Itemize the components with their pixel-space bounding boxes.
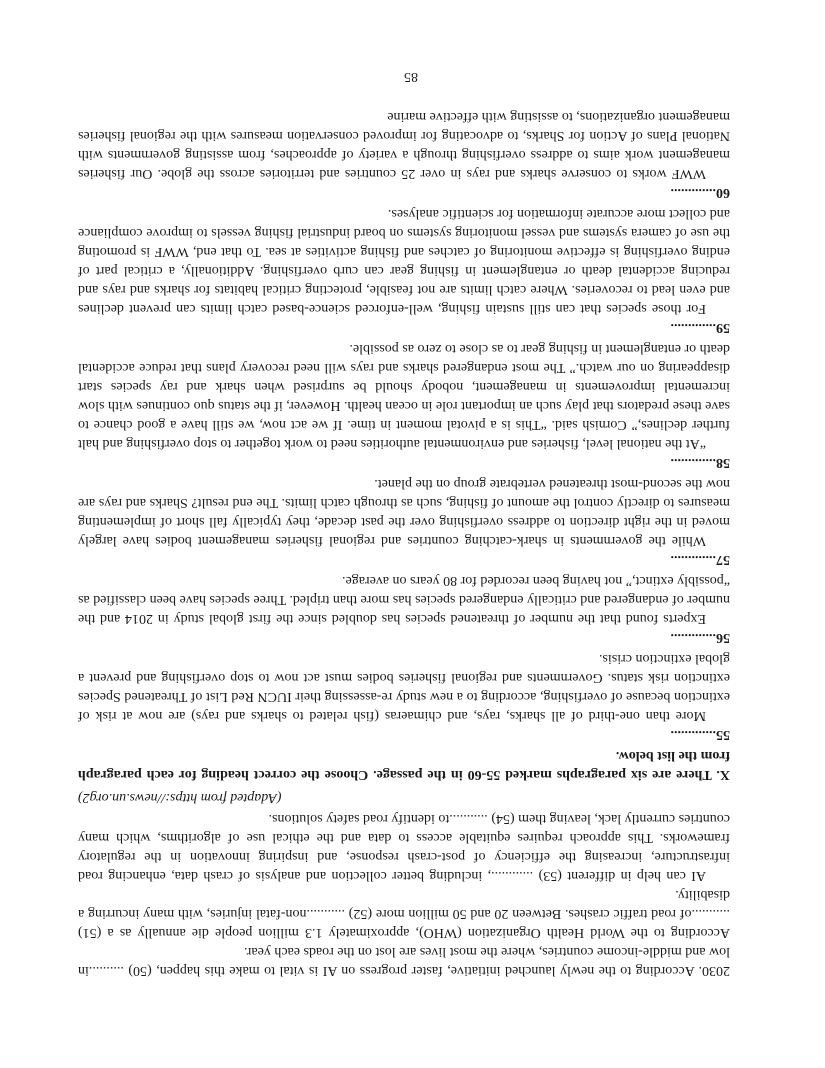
ai-paragraph-3: AI can help in different (53) ............, including better collection and analysis of crash data, enhancing road infrastructure, increasing the efficiency of post-crash response, and inspiring innovation in the regulatory frameworks. This approach requires equitable access to data and the ethical use of algorithms, which many countries currently lack, leaving them (54) ...........to identify road safety solutions. — [78, 811, 730, 883]
paragraph-label-56: 56............. — [670, 630, 730, 645]
page-number: 85 — [404, 69, 418, 84]
source-citation: (Adapted from https://news.un.org2) — [78, 790, 282, 805]
paragraph-label-57: 57............. — [670, 552, 730, 567]
paragraph-label-55: 55............. — [670, 727, 730, 742]
paragraph-label-58: 58............. — [670, 455, 730, 470]
paragraph-58: “At the national level, fisheries and environmental authorities need to work together to stop overfishing and halt further declines,” Cornish said. “This is a pivotal moment in time. If we act now, we still have a good chance to save these predators that play such an important role in ocean health. However, if the status quo continues with slow incremental improvements in management, nobody should be surprised when shark and ray species start disappearing on our watch.” The most endangered sharks and rays will need recovery plans that reduce accidental death or entanglement in fishing gear to as close to zero as possible. — [78, 341, 730, 451]
ai-paragraph-1: 2030. According to the newly launched initiative, faster progress on AI is vital to make this happen, (50) ..........in low and middle-income countries, where the most lives are lost on the roads each year. — [78, 944, 730, 978]
exercise-heading: X. There are six paragraphs marked 55-60 in the passage. Choose the correct heading for each paragraph from the list below. — [78, 748, 730, 782]
paragraph-60: WWF works to conserve sharks and rays in over 25 countries and territories across the globe. Our fisheries management work aims to address overfishing through a variety of approaches, from assisting governments with National Plans of Action for Sharks, to advocating for improved conservation measures with the regional fisheries management organizations, to assisting with effective marine — [78, 109, 730, 181]
paragraph-57: While the governments in shark-catching countries and regional fisheries management bodies have largely moved in the right direction to address overfishing over the past decade, they typically fall short of implementing measures to directly control the amount of fishing, such as through catch limits. The end result? Sharks and rays are now the second-most threatened vertebrate group on the planet. — [78, 476, 730, 548]
paragraph-55: More than one-third of all sharks, rays, and chimaeras (fish related to sharks and rays) are now at risk of extinction because of overfishing, according to a new study re-assessing their IUCN Red List of Threatened Species extinction risk status. Governments and regional fisheries bodies must act now to stop overfishing and prevent a global extinction crisis. — [78, 651, 730, 723]
page-content — [78, 107, 730, 980]
paragraph-56: Experts found that the number of threatened species has doubled since the first global study in 2014 and the number of endangered and critically endangered species has more than tripled. Three species have been classified as “possibly extinct,” not having been recorded for 80 years on average. — [78, 573, 730, 626]
paragraph-label-60: 60............. — [670, 185, 730, 200]
paragraph-59: For those species that can still sustain fishing, well-enforced science-based catch limits can prevent declines and even lead to recoveries. Where catch limits are not feasible, protecting critical habitats for sharks and rays and reducing accidental death or entanglement in fishing gear can curb overfishing. Additionally, a critical part of ending overfishing is effective monitoring of catches and fishing activities at sea. To that end, WWF is promoting the use of camera systems and vessel monitoring systems on board industrial fishing vessels to improve compliance and collect more accurate information for scientific analyses. — [78, 206, 730, 316]
paragraph-label-59: 59............. — [670, 320, 730, 335]
ai-paragraph-2: According to the World Health Organization (WHO), approximately 1.3 million people die annually as a (51) ...........of road traffic crashes. Between 20 and 50 million more (52) ...........non-fatal injuries, with many incurring a disability. — [78, 887, 730, 940]
